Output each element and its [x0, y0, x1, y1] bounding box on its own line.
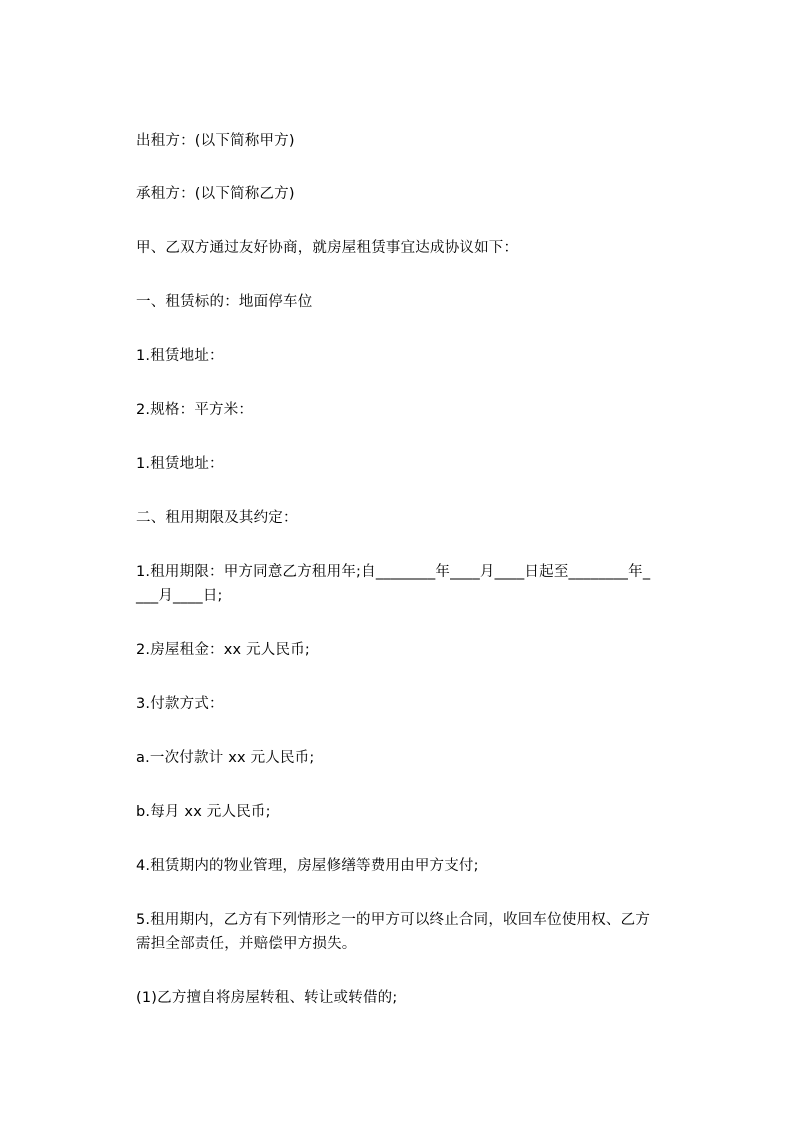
item-lump-sum: a.一次付款计 xx 元人民币;	[136, 750, 315, 766]
section-2-heading: 二、租用期限及其约定：	[136, 510, 298, 526]
item-rental-term: 1.租用期限：甲方同意乙方租用年;自________年____月____日起至________年_	[136, 564, 651, 580]
item-property-management: 4.租赁期内的物业管理，房屋修缮等费用由甲方支付;	[136, 858, 479, 874]
item-specification: 2.规格：平方米：	[136, 402, 254, 418]
lessor-line: 出租方：(以下简称甲方)	[136, 133, 295, 149]
lessee-line: 承租方：(以下简称乙方)	[136, 186, 295, 202]
item-rental-address: 1.租赁地址：	[136, 348, 224, 364]
item-rental-term-continued: ___月____日;	[136, 588, 223, 604]
item-rent-amount: 2.房屋租金：xx 元人民币;	[136, 642, 310, 658]
item-rental-address-repeat: 1.租赁地址：	[136, 456, 224, 472]
item-payment-method: 3.付款方式：	[136, 696, 224, 712]
section-1-heading: 一、租赁标的：地面停车位	[136, 294, 313, 310]
item-sublet-clause: (1)乙方擅自将房屋转租、转让或转借的;	[136, 990, 398, 1006]
agreement-intro: 甲、乙双方通过友好协商，就房屋租赁事宜达成协议如下：	[136, 240, 519, 256]
item-termination-continued: 需担全部责任，并赔偿甲方损失。	[136, 936, 357, 952]
item-monthly: b.每月 xx 元人民币;	[136, 804, 271, 820]
item-termination: 5.租用期内，乙方有下列情形之一的甲方可以终止合同，收回车位使用权、乙方	[136, 912, 651, 928]
